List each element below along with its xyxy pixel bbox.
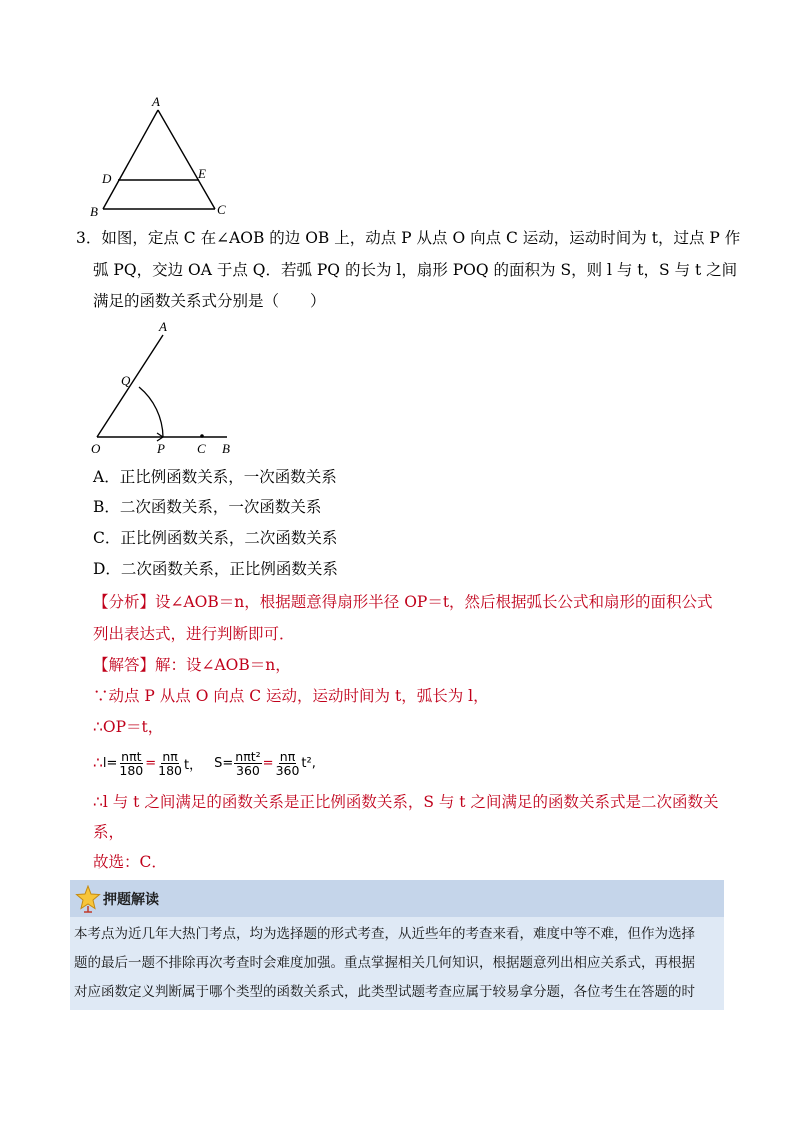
option-a: A．正比例函数关系，一次函数关系 [93,468,337,486]
question-line-1: 3．如图，定点 C 在∠AOB 的边 OB 上，动点 P 从点 O 向点 C 运动，运动时间为 t，过点 P 作 [76,229,741,247]
panel-title: 押题解读 [103,892,159,908]
label-D: D [102,171,112,186]
option-c: C．正比例函数关系，二次函数关系 [93,529,338,547]
analysis-line-2: 列出表达式，进行判断即可． [93,625,295,643]
t-comma: t， [184,757,203,773]
analysis-line-1: 【分析】设∠AOB＝n，根据题意得扇形半径 OP＝t，然后根据弧长公式和扇形的面积公式 [93,593,713,611]
option-b: B．二次函数关系，一次函数关系 [93,498,322,516]
fraction-4: $\frac{n\pi}{360}$ [275,748,300,778]
label-B: B [222,441,230,455]
answer-line: 故选：C． [93,853,167,871]
label-O: O [91,441,101,455]
solution-line-4: 系， [93,823,125,841]
label-P: P [157,441,165,455]
equals-sign: = [145,755,157,771]
solution-head: 【解答】解：设∠AOB＝n， [93,656,291,674]
label-A: A [152,94,160,109]
fraction-2: $\frac{n\pi}{180}$ [158,748,183,778]
panel-header [70,880,724,917]
fraction-1: $\frac{\text{nπt}}{180}$ [119,748,144,778]
label-E: E [198,166,206,181]
therefore-symbol: ∴ [93,754,103,772]
panel-line-1: 本考点为近几年大热门考点，均为选择题的形式考查，从近些年的考查来看，难度中等不难，但作为选择 [74,926,695,942]
star-icon [75,885,101,913]
s-equals: S= [214,755,234,771]
equals-sign-2: = [262,755,274,771]
angle-arc-figure [85,315,245,455]
label-C: C [197,441,206,455]
fraction-3: $\frac{\text{nπt²}}{360}$ [235,748,261,778]
triangle-figure [85,92,245,222]
label-Q: Q [121,373,131,388]
panel-line-3: 对应函数定义判断属于哪个类型的函数关系式，此类型试题考查应属于较易拿分题，各位考生在答题的时 [74,984,695,1000]
panel-body [70,917,724,1010]
label-A: A [159,319,167,334]
label-B: B [90,204,98,219]
solution-line-2: ∴OP＝t， [93,718,164,736]
label-C: C [217,202,226,217]
option-d: D．二次函数关系，正比例函数关系 [93,560,338,578]
solution-line-3: ∴l 与 t 之间满足的函数关系是正比例函数关系，S 与 t 之间满足的函数关系式是二次函数关 [93,793,719,811]
solution-line-1: ∵动点 P 从点 O 向点 C 运动，运动时间为 t，弧长为 l， [93,687,489,705]
t-squared: t², [301,755,316,771]
l-equals: l= [102,755,118,771]
question-line-2: 弧 PQ，交边 OA 于点 Q．若弧 PQ 的长为 l，扇形 POQ 的面积为 S，则 l 与 t，S 与 t 之间 [93,261,738,279]
question-line-3: 满足的函数关系式分别是（ ） [93,292,326,310]
formula-line [93,746,316,780]
panel-line-2: 题的最后一题不排除再次考查时会难度加强。重点掌握相关几何知识，根据题意列出相应关系式，再根据 [74,955,695,971]
